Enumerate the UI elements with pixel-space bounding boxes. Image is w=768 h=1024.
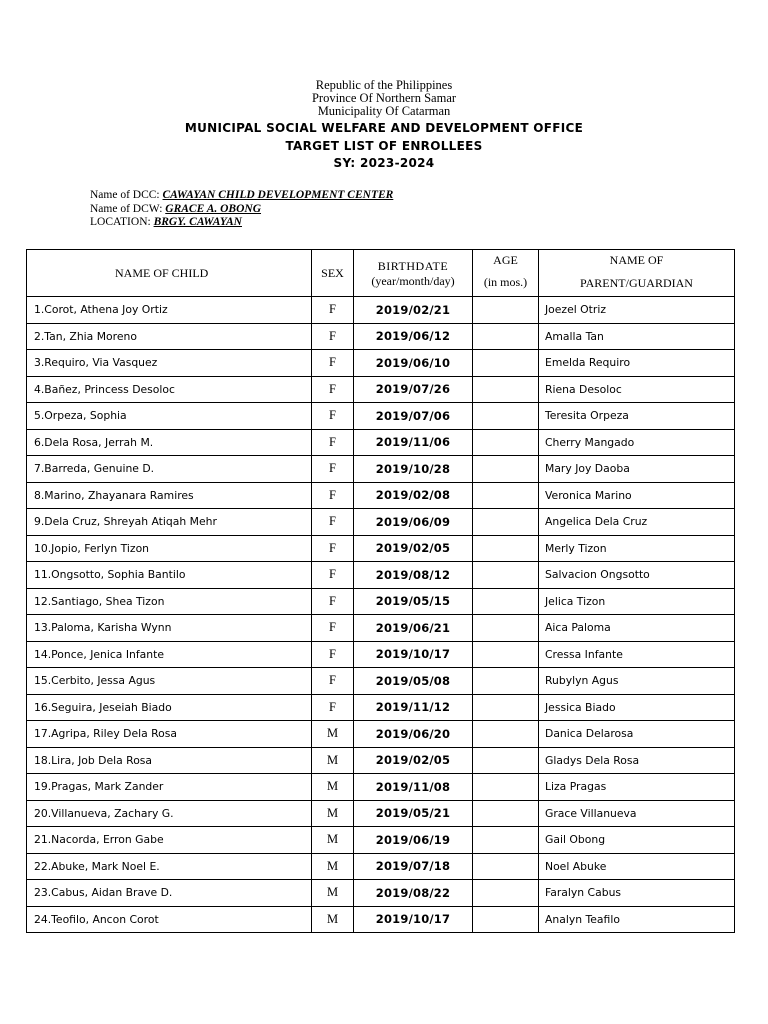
header-age-line1: AGE [493,253,518,267]
table-row [27,668,735,695]
age-cell [473,800,539,827]
enrollees-table [26,249,735,933]
parent-name-cell: Mary Joy Daoba [539,456,735,483]
age-cell [473,376,539,403]
parent-name-cell: Gladys Dela Rosa [539,747,735,774]
parent-name-cell: Cressa Infante [539,641,735,668]
age-cell [473,350,539,377]
document-title: TARGET LIST OF ENROLLEES [285,138,483,153]
age-cell [473,641,539,668]
age-cell [473,403,539,430]
header-birthdate [354,250,473,297]
table-row [27,641,735,668]
child-name-cell: 2.Tan, Zhia Moreno [27,323,312,350]
table-row [27,535,735,562]
sex-cell: M [312,906,354,933]
child-name-cell: 19.Pragas, Mark Zander [27,774,312,801]
birthdate-cell: 2019/08/12 [354,562,473,589]
location-value: BRGY. CAWAYAN [153,216,242,228]
child-name-cell: 18.Lira, Job Dela Rosa [27,747,312,774]
age-cell [473,297,539,324]
table-row [27,694,735,721]
header-parent-line1: NAME OF [609,252,664,267]
table-row [27,800,735,827]
table-row [27,509,735,536]
header-birthdate-line2: (year/month/day) [371,274,455,288]
location-line [90,216,393,230]
office-name: MUNICIPAL SOCIAL WELFARE AND DEVELOPMENT OFFICE [184,121,584,135]
table-body [27,297,735,933]
header-birthdate-line1: BIRTHDATE [377,259,449,273]
dcw-label: Name of DCW: [90,202,166,215]
parent-name-cell: Teresita Orpeza [539,403,735,430]
age-cell [473,774,539,801]
table-row [27,562,735,589]
child-name-cell: 24.Teofilo, Ancon Corot [27,906,312,933]
sex-cell: F [312,403,354,430]
sex-cell: F [312,615,354,642]
sex-cell: F [312,350,354,377]
parent-name-cell: Veronica Marino [539,482,735,509]
sex-cell: F [312,323,354,350]
birthdate-cell: 2019/02/05 [354,747,473,774]
government-header [0,79,768,118]
age-cell [473,906,539,933]
parent-name-cell: Merly Tizon [539,535,735,562]
table-row [27,403,735,430]
child-name-cell: 13.Paloma, Karisha Wynn [27,615,312,642]
dcc-label: Name of DCC: [90,189,163,201]
child-name-cell: 4.Bañez, Princess Desoloc [27,376,312,403]
parent-name-cell: Grace Villanueva [539,800,735,827]
sex-cell: M [312,853,354,880]
birthdate-cell: 2019/11/08 [354,774,473,801]
parent-name-cell: Gail Obong [539,827,735,854]
child-name-cell: 1.Corot, Athena Joy Ortiz [27,297,312,324]
parent-name-cell: Liza Pragas [539,774,735,801]
title-block [0,120,768,173]
birthdate-cell: 2019/05/21 [354,800,473,827]
sex-cell: F [312,562,354,589]
age-cell [473,482,539,509]
table-row [27,323,735,350]
age-cell [473,456,539,483]
birthdate-cell: 2019/06/19 [354,827,473,854]
birthdate-cell: 2019/07/26 [354,376,473,403]
center-info [90,189,393,230]
table-row [27,827,735,854]
sex-cell: F [312,588,354,615]
child-name-cell: 17.Agripa, Riley Dela Rosa [27,721,312,748]
child-name-cell: 10.Jopio, Ferlyn Tizon [27,535,312,562]
table-row [27,588,735,615]
parent-name-cell: Rubylyn Agus [539,668,735,695]
age-cell [473,615,539,642]
age-cell [473,429,539,456]
child-name-cell: 9.Dela Cruz, Shreyah Atiqah Mehr [27,509,312,536]
table-row [27,456,735,483]
sex-cell: F [312,429,354,456]
parent-name-cell: Danica Delarosa [539,721,735,748]
child-name-cell: 16.Seguira, Jeseiah Biado [27,694,312,721]
birthdate-cell: 2019/02/21 [354,297,473,324]
sex-cell: F [312,482,354,509]
birthdate-cell: 2019/06/20 [354,721,473,748]
table-row [27,482,735,509]
birthdate-cell: 2019/05/08 [354,668,473,695]
sex-cell: F [312,509,354,536]
child-name-cell: 8.Marino, Zhayanara Ramires [27,482,312,509]
sex-cell: M [312,880,354,907]
age-cell [473,668,539,695]
child-name-cell: 7.Barreda, Genuine D. [27,456,312,483]
dcw-value: GRACE A. OBONG [165,202,262,215]
parent-name-cell: Cherry Mangado [539,429,735,456]
table-row [27,747,735,774]
child-name-cell: 23.Cabus, Aidan Brave D. [27,880,312,907]
birthdate-cell: 2019/08/22 [354,880,473,907]
dcw-line [90,203,393,217]
municipality-line: Municipality Of Catarman [317,104,451,118]
sex-cell: F [312,668,354,695]
sex-cell: F [312,641,354,668]
sex-cell: M [312,827,354,854]
child-name-cell: 22.Abuke, Mark Noel E. [27,853,312,880]
birthdate-cell: 2019/06/10 [354,350,473,377]
birthdate-cell: 2019/02/05 [354,535,473,562]
parent-name-cell: Riena Desoloc [539,376,735,403]
parent-name-cell: Angelica Dela Cruz [539,509,735,536]
birthdate-cell: 2019/02/08 [354,482,473,509]
dcc-line [90,189,393,203]
birthdate-cell: 2019/06/12 [354,323,473,350]
parent-name-cell: Joezel Otriz [539,297,735,324]
birthdate-cell: 2019/10/28 [354,456,473,483]
child-name-cell: 21.Nacorda, Erron Gabe [27,827,312,854]
child-name-cell: 6.Dela Rosa, Jerrah M. [27,429,312,456]
table-row [27,721,735,748]
sex-cell: F [312,376,354,403]
age-cell [473,562,539,589]
child-name-cell: 15.Cerbito, Jessa Agus [27,668,312,695]
child-name-cell: 5.Orpeza, Sophia [27,403,312,430]
table-row [27,774,735,801]
table-row [27,376,735,403]
header-age [473,250,539,297]
birthdate-cell: 2019/11/06 [354,429,473,456]
sex-cell: F [312,535,354,562]
child-name-cell: 3.Requiro, Via Vasquez [27,350,312,377]
table-row [27,853,735,880]
parent-name-cell: Aica Paloma [539,615,735,642]
age-cell [473,880,539,907]
child-name-cell: 20.Villanueva, Zachary G. [27,800,312,827]
header-parent-guardian [539,250,735,297]
sex-cell: M [312,800,354,827]
table-row [27,350,735,377]
birthdate-cell: 2019/07/06 [354,403,473,430]
child-name-cell: 11.Ongsotto, Sophia Bantilo [27,562,312,589]
birthdate-cell: 2019/07/18 [354,853,473,880]
age-cell [473,588,539,615]
sex-cell: F [312,297,354,324]
birthdate-cell: 2019/10/17 [354,906,473,933]
age-cell [473,535,539,562]
birthdate-cell: 2019/06/21 [354,615,473,642]
parent-name-cell: Noel Abuke [539,853,735,880]
age-cell [473,323,539,350]
birthdate-cell: 2019/11/12 [354,694,473,721]
birthdate-cell: 2019/06/09 [354,509,473,536]
header-name-of-child: NAME OF CHILD [27,250,312,297]
parent-name-cell: Faralyn Cabus [539,880,735,907]
age-cell [473,509,539,536]
table-row [27,297,735,324]
parent-name-cell: Analyn Teafilo [539,906,735,933]
parent-name-cell: Salvacion Ongsotto [539,562,735,589]
sex-cell: F [312,694,354,721]
sex-cell: F [312,456,354,483]
child-name-cell: 12.Santiago, Shea Tizon [27,588,312,615]
age-cell [473,721,539,748]
school-year: SY: 2023-2024 [333,156,435,170]
province-line: Province Of Northern Samar [311,91,457,105]
sex-cell: M [312,747,354,774]
location-label: LOCATION: [90,216,154,228]
age-cell [473,694,539,721]
child-name-cell: 14.Ponce, Jenica Infante [27,641,312,668]
table-header-row [27,250,735,297]
header-sex: SEX [312,250,354,297]
sex-cell: M [312,721,354,748]
birthdate-cell: 2019/05/15 [354,588,473,615]
republic-line: Republic of the Philippines [315,78,453,92]
dcc-value: CAWAYAN CHILD DEVELOPMENT CENTER [162,189,394,201]
parent-name-cell: Emelda Requiro [539,350,735,377]
header-age-line2: (in mos.) [483,275,528,289]
parent-name-cell: Amalla Tan [539,323,735,350]
parent-name-cell: Jelica Tizon [539,588,735,615]
table-row [27,906,735,933]
sex-cell: M [312,774,354,801]
age-cell [473,747,539,774]
birthdate-cell: 2019/10/17 [354,641,473,668]
table-row [27,429,735,456]
table-row [27,880,735,907]
header-parent-line2: PARENT/GUARDIAN [580,275,693,290]
table-row [27,615,735,642]
parent-name-cell: Jessica Biado [539,694,735,721]
age-cell [473,853,539,880]
age-cell [473,827,539,854]
